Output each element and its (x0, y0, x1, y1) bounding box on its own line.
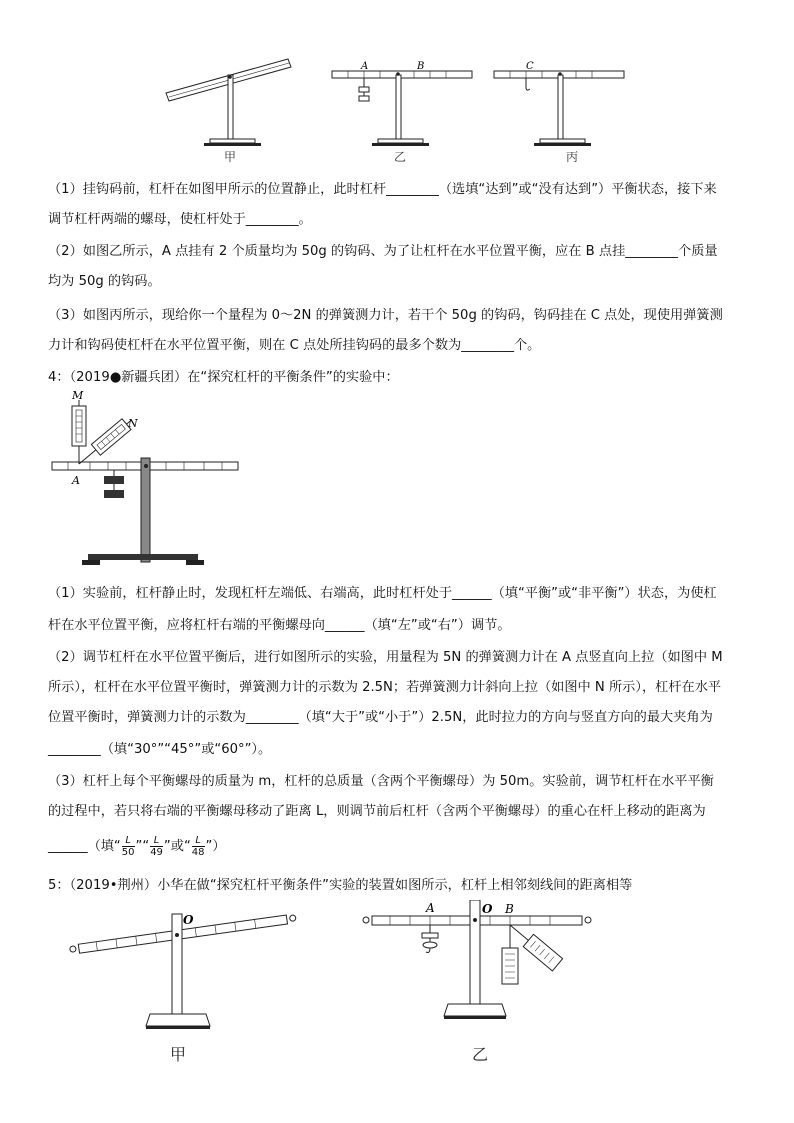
q5-title: 5：（2019•荆州）小华在做“探究杠杆平衡条件”实验的装置如图所示，杠杆上相邻刻线间的距离相等 (48, 878, 633, 893)
label-O-yi: O (482, 902, 493, 916)
q3-part2-line1: （2）如图乙所示，A 点挂有 2 个质量均为 50g 的钩码、为了让杠杆在水平位置平衡，应在 B 点挂________个质量 (48, 244, 718, 259)
q4-part3-line1: （3）杠杆上每个平衡螺母的质量为 m，杠杆的总质量（含两个平衡螺母）为 50m。实验前，调节杠杆在水平平衡 (48, 774, 714, 789)
fraction-L-50: $\frac{L}{50}$ (121, 834, 135, 858)
label-B: B (417, 61, 425, 72)
q4-part3-line3-prefix: ______（填“ (48, 839, 121, 854)
caption-q5-yi: 乙 (472, 1045, 489, 1064)
label-A: A (72, 474, 80, 487)
q3-part1-line2: 调节杠杆两端的螺母，使杠杆处于________。 (48, 212, 312, 227)
top-figure-yi (328, 55, 478, 155)
q4-part2-line4: ________（填“30°”“45°”或“60°”）。 (48, 742, 272, 757)
q4-part3-line2: 的过程中，若只将右端的平衡螺母移动了距离 L，则调节前后杠杆（含两个平衡螺母）的重心在杆上移动的距离为 (48, 804, 706, 819)
q3-part3-line1: （3）如图丙所示，现给你一个量程为 0～2N 的弹簧测力计，若干个 50g 的钩码，钩码挂在 C 点处，现使用弹簧测 (48, 308, 723, 323)
caption-bing: 丙 (566, 150, 579, 164)
label-M: M (72, 390, 84, 402)
q3-part1-line1: （1）挂钩码前，杠杆在如图甲所示的位置静止，此时杠杆________（选填“达到”或“没有达到”）平衡状态，接下来 (48, 182, 717, 197)
q4-separator-2: ”或“ (163, 839, 191, 854)
q4-separator-1: ”“ (135, 839, 150, 854)
q3-part3-line2: 力计和钩码使杠杆在水平位置平衡，则在 C 点处所挂钩码的最多个数为________个。 (48, 338, 541, 353)
q4-part1-line1: （1）实验前，杠杆静止时，发现杠杆左端低、右端高，此时杠杆处于______（填“平衡”或“非平衡”）状态，为使杠 (48, 586, 717, 601)
label-N: N (128, 417, 138, 430)
label-B-yi: B (505, 902, 514, 916)
q4-part3-line3 (48, 830, 748, 864)
caption-yi: 乙 (394, 150, 407, 164)
caption-jia: 甲 (224, 150, 237, 164)
q4-part3-line3-suffix: ”） (205, 839, 226, 854)
q4-part2-line3: 位置平衡时，弹簧测力计的示数为________（填“大于”或“小于”）2.5N，此时拉力的方向与竖直方向的最大夹角为 (48, 710, 713, 725)
q4-title: 4：（2019●新疆兵团）在“探究杠杆的平衡条件”的实验中： (48, 370, 399, 385)
q5-figure-jia (60, 900, 300, 1035)
top-figure-bing (490, 55, 640, 155)
q3-part2-line2: 均为 50g 的钩码。 (48, 274, 161, 289)
label-O-jia: O (183, 913, 194, 927)
q4-part2-line1: （2）调节杠杆在水平位置平衡后，进行如图所示的实验，用量程为 5N 的弹簧测力计在 A 点竖直向上拉（如图中 M (48, 650, 723, 665)
q4-figure (48, 390, 248, 575)
q4-part2-line2: 所示），杠杆在水平位置平衡时，弹簧测力计的示数为 2.5N；若弹簧测力计斜向上拉（如图中 N 所示），杠杆在水平 (48, 680, 722, 695)
caption-q5-jia: 甲 (170, 1045, 187, 1064)
fraction-L-48: $\frac{L}{48}$ (191, 834, 205, 858)
label-A-yi: A (426, 901, 435, 915)
label-C: C (526, 61, 534, 72)
q4-part1-line2: 杆在水平位置平衡，应将杠杆右端的平衡螺母向______（填“左”或“右”）调节。 (48, 618, 511, 633)
fraction-L-49: $\frac{L}{49}$ (150, 834, 163, 858)
label-A: A (361, 61, 369, 72)
q5-figure-yi (360, 900, 600, 1035)
top-figure-jia (160, 55, 305, 155)
